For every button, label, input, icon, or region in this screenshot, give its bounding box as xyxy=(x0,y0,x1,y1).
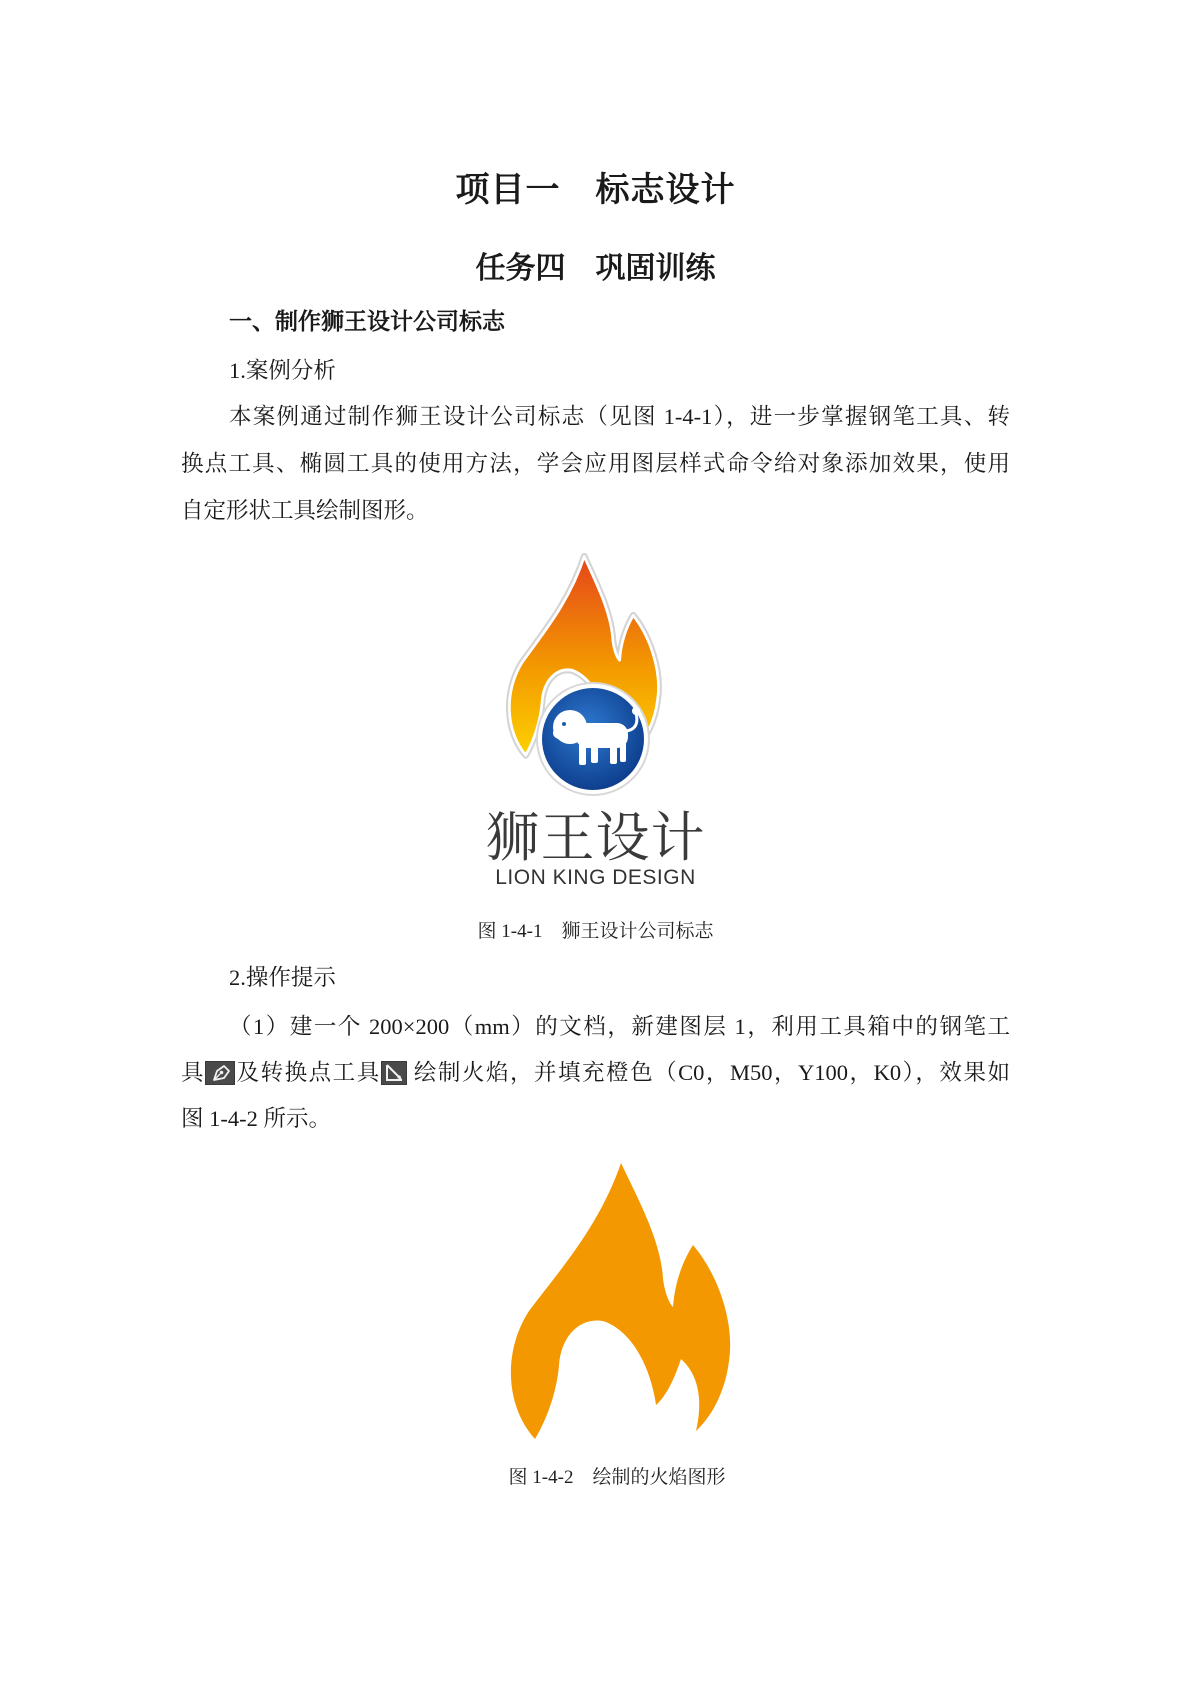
paragraph-line: 换点工具、椭圆工具的使用方法，学会应用图层样式命令给对象添加效果，使用 xyxy=(181,451,1010,476)
text-segment: 及转换点工具 xyxy=(235,1060,381,1085)
paragraph-line: （1）建一个 200×200（mm）的文档，新建图层 1，利用工具箱中的钢笔工 xyxy=(229,1014,1010,1039)
paragraph-line-with-icons xyxy=(181,1050,1010,1096)
logo-chinese-name: 狮王设计 xyxy=(485,806,706,869)
pen-tool-icon xyxy=(205,1061,235,1085)
operation-tips-heading: 2.操作提示 xyxy=(229,965,336,990)
paragraph-line: 本案例通过制作狮王设计公司标志（见图 1-4-1），进一步掌握钢笔工具、转 xyxy=(229,404,1010,429)
paragraph-line: 自定形状工具绘制图形。 xyxy=(181,498,429,523)
logo-english-name: LION KING DESIGN xyxy=(495,866,696,889)
case-analysis-heading: 1.案例分析 xyxy=(229,358,336,383)
flame-graphic xyxy=(503,1161,735,1443)
convert-point-tool-icon xyxy=(381,1061,407,1085)
figure-caption: 图 1-4-2 绘制的火焰图形 xyxy=(508,1467,726,1488)
figure-caption: 图 1-4-1 狮王设计公司标志 xyxy=(477,921,714,942)
section-heading: 一、制作狮王设计公司标志 xyxy=(229,309,505,335)
paragraph-line: 图 1-4-2 所示。 xyxy=(181,1106,331,1131)
flame-shape xyxy=(511,1163,730,1439)
text-segment: 绘制火焰，并填充橙色（C0，M50，Y100，K0），效果如 xyxy=(406,1060,1010,1085)
lion-king-logo xyxy=(500,553,670,808)
flame-figure xyxy=(503,1161,735,1443)
text-segment: 具 xyxy=(181,1060,206,1085)
task-subtitle: 任务四 巩固训练 xyxy=(475,251,716,286)
logo-graphic xyxy=(500,553,670,808)
page-title: 项目一 标志设计 xyxy=(455,170,736,210)
